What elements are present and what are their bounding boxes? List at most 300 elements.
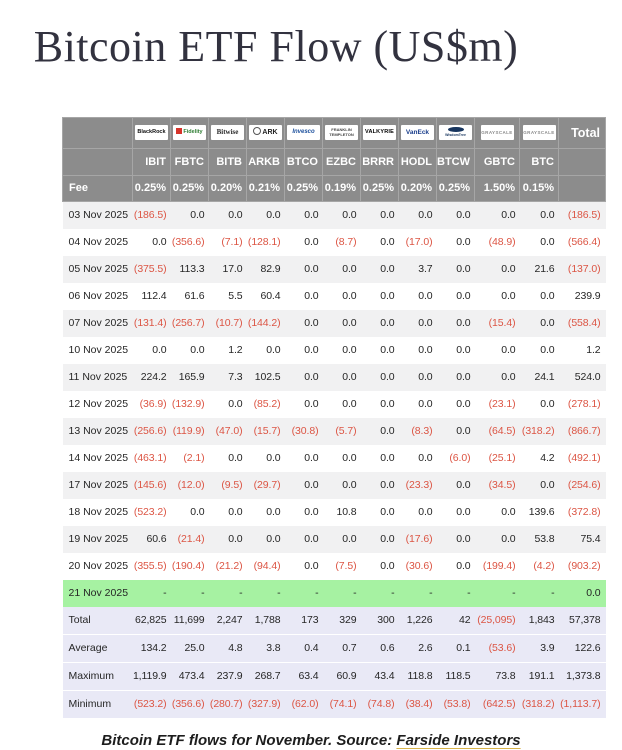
date-cell: 04 Nov 2025 bbox=[63, 229, 133, 256]
flow-cell: (8.3) bbox=[399, 418, 437, 445]
flow-cell: 0.0 bbox=[437, 364, 475, 391]
flow-cell: (199.4) bbox=[475, 553, 520, 580]
flow-cell: (318.2) bbox=[520, 418, 559, 445]
row-total-cell: 1.2 bbox=[559, 337, 606, 364]
flow-cell: (48.9) bbox=[475, 229, 520, 256]
flow-cell: 0.0 bbox=[437, 418, 475, 445]
flow-cell: 60.6 bbox=[133, 526, 171, 553]
flow-cell: - bbox=[437, 580, 475, 607]
flow-cell: (463.1) bbox=[133, 445, 171, 472]
flow-cell: 10.8 bbox=[323, 499, 361, 526]
summary-cell: 25.0 bbox=[171, 634, 209, 662]
flow-cell: 0.0 bbox=[361, 472, 399, 499]
flow-cell: 7.3 bbox=[209, 364, 247, 391]
flow-cell: - bbox=[285, 580, 323, 607]
corner-cell bbox=[63, 117, 133, 148]
flow-cell: 0.0 bbox=[399, 283, 437, 310]
flow-cell: (17.0) bbox=[399, 229, 437, 256]
flow-cell: 0.0 bbox=[475, 283, 520, 310]
provider-cell bbox=[285, 117, 323, 148]
ticker-cell: BTC bbox=[520, 148, 559, 175]
summary-cell: 0.1 bbox=[437, 634, 475, 662]
summary-cell: (74.8) bbox=[361, 690, 399, 718]
flow-cell: 0.0 bbox=[323, 201, 361, 229]
flow-cell: 102.5 bbox=[247, 364, 285, 391]
flow-cell: 0.0 bbox=[361, 499, 399, 526]
provider-cell bbox=[247, 117, 285, 148]
flow-row bbox=[63, 553, 606, 580]
flow-cell: - bbox=[209, 580, 247, 607]
summary-cell: 118.5 bbox=[437, 662, 475, 690]
flow-cell: 0.0 bbox=[399, 310, 437, 337]
flow-row bbox=[63, 580, 606, 607]
flow-cell: 0.0 bbox=[361, 229, 399, 256]
flow-cell: 61.6 bbox=[171, 283, 209, 310]
flow-cell: 0.0 bbox=[323, 391, 361, 418]
flow-row bbox=[63, 310, 606, 337]
flow-cell: 0.0 bbox=[323, 472, 361, 499]
summary-cell: 3.9 bbox=[520, 634, 559, 662]
page-title: Bitcoin ETF Flow (US$m) bbox=[33, 22, 519, 71]
summary-cell: 329 bbox=[323, 607, 361, 635]
summary-cell: (356.6) bbox=[171, 690, 209, 718]
flow-cell: 0.0 bbox=[437, 472, 475, 499]
summary-total-cell: 1,373.8 bbox=[559, 662, 606, 690]
row-total-cell: (558.4) bbox=[559, 310, 606, 337]
ticker-corner-cell bbox=[63, 148, 133, 175]
flow-cell: (2.1) bbox=[171, 445, 209, 472]
summary-cell: (642.5) bbox=[475, 690, 520, 718]
fee-cell: 0.20% bbox=[209, 175, 247, 201]
summary-cell: 0.6 bbox=[361, 634, 399, 662]
ticker-cell: ARKB bbox=[247, 148, 285, 175]
flow-cell: (256.6) bbox=[133, 418, 171, 445]
flow-cell: 0.0 bbox=[247, 445, 285, 472]
fee-total-cell bbox=[559, 175, 606, 201]
flow-cell: - bbox=[475, 580, 520, 607]
flow-cell: (128.1) bbox=[247, 229, 285, 256]
flow-cell: 0.0 bbox=[209, 391, 247, 418]
flow-cell: 0.0 bbox=[361, 364, 399, 391]
row-total-cell: (254.6) bbox=[559, 472, 606, 499]
row-total-cell: (278.1) bbox=[559, 391, 606, 418]
flow-cell: 60.4 bbox=[247, 283, 285, 310]
flow-cell: 0.0 bbox=[475, 337, 520, 364]
flow-cell: (30.6) bbox=[399, 553, 437, 580]
flow-cell: (145.6) bbox=[133, 472, 171, 499]
flow-cell: (25.1) bbox=[475, 445, 520, 472]
summary-cell: 0.4 bbox=[285, 634, 323, 662]
bitwise-logo: Bitwise bbox=[211, 125, 244, 140]
ark-logo: ARK bbox=[249, 125, 282, 140]
summary-cell: 118.8 bbox=[399, 662, 437, 690]
ticker-cell: IBIT bbox=[133, 148, 171, 175]
flow-cell: 0.0 bbox=[361, 337, 399, 364]
summary-cell: (318.2) bbox=[520, 690, 559, 718]
table-summary bbox=[63, 607, 606, 719]
flow-cell: 0.0 bbox=[437, 283, 475, 310]
flow-cell: 0.0 bbox=[399, 364, 437, 391]
summary-row bbox=[63, 662, 606, 690]
fee-cell: 0.25% bbox=[437, 175, 475, 201]
summary-label-cell: Total bbox=[63, 607, 133, 635]
summary-cell: 11,699 bbox=[171, 607, 209, 635]
flow-cell: 0.0 bbox=[209, 526, 247, 553]
summary-cell: 73.8 bbox=[475, 662, 520, 690]
summary-cell: 237.9 bbox=[209, 662, 247, 690]
flow-cell: 0.0 bbox=[437, 201, 475, 229]
flow-cell: 0.0 bbox=[171, 201, 209, 229]
flow-cell: 0.0 bbox=[437, 256, 475, 283]
summary-cell: 43.4 bbox=[361, 662, 399, 690]
grayscale2-logo: GRAYSCALE bbox=[523, 125, 556, 140]
summary-cell: 134.2 bbox=[133, 634, 171, 662]
ticker-cell: HODL bbox=[399, 148, 437, 175]
flow-cell: 0.0 bbox=[437, 499, 475, 526]
flow-cell: 0.0 bbox=[520, 310, 559, 337]
flow-cell: 0.0 bbox=[361, 391, 399, 418]
summary-label-cell: Average bbox=[63, 634, 133, 662]
caption-text: Bitcoin ETF flows for November. Source: bbox=[101, 731, 397, 749]
flow-cell: (15.4) bbox=[475, 310, 520, 337]
flow-cell: (356.6) bbox=[171, 229, 209, 256]
flow-cell: 0.0 bbox=[437, 229, 475, 256]
etf-flow-table-wrap bbox=[62, 117, 605, 719]
summary-cell: 191.1 bbox=[520, 662, 559, 690]
flow-cell: (131.4) bbox=[133, 310, 171, 337]
table-body bbox=[63, 201, 606, 607]
source-link[interactable]: Farside Investors bbox=[396, 731, 521, 749]
flow-cell: 0.0 bbox=[361, 283, 399, 310]
flow-cell: 0.0 bbox=[285, 526, 323, 553]
blackrock-logo: BlackRock bbox=[135, 125, 168, 140]
table-header bbox=[63, 117, 606, 201]
flow-cell: - bbox=[520, 580, 559, 607]
flow-cell: 3.7 bbox=[399, 256, 437, 283]
flow-cell: 224.2 bbox=[133, 364, 171, 391]
flow-cell: (34.5) bbox=[475, 472, 520, 499]
date-cell: 20 Nov 2025 bbox=[63, 553, 133, 580]
flow-cell: 0.0 bbox=[323, 310, 361, 337]
flow-cell: 0.0 bbox=[285, 553, 323, 580]
fee-cell: 0.19% bbox=[323, 175, 361, 201]
flow-cell: 0.0 bbox=[323, 445, 361, 472]
flow-cell: (7.5) bbox=[323, 553, 361, 580]
date-cell: 10 Nov 2025 bbox=[63, 337, 133, 364]
flow-cell: - bbox=[247, 580, 285, 607]
flow-cell: 0.0 bbox=[247, 499, 285, 526]
flow-cell: 0.0 bbox=[247, 337, 285, 364]
ticker-cell: BTCW bbox=[437, 148, 475, 175]
summary-cell: 1,226 bbox=[399, 607, 437, 635]
flow-cell: 0.0 bbox=[285, 364, 323, 391]
flow-cell: 0.0 bbox=[437, 553, 475, 580]
flow-cell: (23.1) bbox=[475, 391, 520, 418]
flow-cell: 0.0 bbox=[361, 526, 399, 553]
summary-cell: (53.8) bbox=[437, 690, 475, 718]
summary-cell: 2.6 bbox=[399, 634, 437, 662]
flow-cell: 53.8 bbox=[520, 526, 559, 553]
summary-cell: (25,095) bbox=[475, 607, 520, 635]
flow-row bbox=[63, 499, 606, 526]
flow-row bbox=[63, 526, 606, 553]
row-total-cell: (866.7) bbox=[559, 418, 606, 445]
flow-cell: 0.0 bbox=[285, 391, 323, 418]
flow-cell: (9.5) bbox=[209, 472, 247, 499]
flow-cell: (17.6) bbox=[399, 526, 437, 553]
provider-cell bbox=[133, 117, 171, 148]
flow-cell: 0.0 bbox=[399, 445, 437, 472]
flow-cell: (132.9) bbox=[171, 391, 209, 418]
provider-cell bbox=[209, 117, 247, 148]
date-cell: 06 Nov 2025 bbox=[63, 283, 133, 310]
flow-cell: 0.0 bbox=[171, 337, 209, 364]
row-total-cell: (566.4) bbox=[559, 229, 606, 256]
flow-cell: 0.0 bbox=[209, 445, 247, 472]
flow-cell: 0.0 bbox=[520, 283, 559, 310]
flow-cell: 0.0 bbox=[133, 229, 171, 256]
franklin-logo: FRANKLIN TEMPLETON bbox=[325, 125, 358, 140]
fee-cell: 1.50% bbox=[475, 175, 520, 201]
flow-cell: 0.0 bbox=[399, 337, 437, 364]
flow-cell: 0.0 bbox=[399, 499, 437, 526]
row-total-cell: (186.5) bbox=[559, 201, 606, 229]
flow-cell: 0.0 bbox=[323, 256, 361, 283]
fee-cell: 0.20% bbox=[399, 175, 437, 201]
date-cell: 13 Nov 2025 bbox=[63, 418, 133, 445]
row-total-cell: (492.1) bbox=[559, 445, 606, 472]
summary-cell: 62,825 bbox=[133, 607, 171, 635]
flow-cell: 0.0 bbox=[520, 229, 559, 256]
row-total-cell: (903.2) bbox=[559, 553, 606, 580]
ticker-cell: GBTC bbox=[475, 148, 520, 175]
flow-cell: (144.2) bbox=[247, 310, 285, 337]
summary-cell: 473.4 bbox=[171, 662, 209, 690]
valkyrie-logo: VALKYRIE bbox=[363, 125, 396, 140]
summary-label-cell: Minimum bbox=[63, 690, 133, 718]
fee-cell: 0.15% bbox=[520, 175, 559, 201]
flow-cell: 0.0 bbox=[475, 526, 520, 553]
fee-cell: 0.25% bbox=[361, 175, 399, 201]
date-cell: 17 Nov 2025 bbox=[63, 472, 133, 499]
summary-cell: (523.2) bbox=[133, 690, 171, 718]
flow-cell: 0.0 bbox=[323, 337, 361, 364]
provider-cell bbox=[520, 117, 559, 148]
flow-cell: (29.7) bbox=[247, 472, 285, 499]
summary-label-cell: Maximum bbox=[63, 662, 133, 690]
summary-cell: 173 bbox=[285, 607, 323, 635]
summary-cell: (62.0) bbox=[285, 690, 323, 718]
flow-cell: (5.7) bbox=[323, 418, 361, 445]
vaneck-logo: VanEck bbox=[401, 125, 434, 140]
row-total-cell: 0.0 bbox=[559, 580, 606, 607]
date-cell: 12 Nov 2025 bbox=[63, 391, 133, 418]
etf-flow-table bbox=[62, 117, 606, 719]
date-cell: 19 Nov 2025 bbox=[63, 526, 133, 553]
flow-cell: 0.0 bbox=[323, 364, 361, 391]
fee-cell: 0.25% bbox=[133, 175, 171, 201]
flow-row bbox=[63, 364, 606, 391]
flow-cell: (23.3) bbox=[399, 472, 437, 499]
flow-cell: 139.6 bbox=[520, 499, 559, 526]
fee-row bbox=[63, 175, 606, 201]
flow-cell: 113.3 bbox=[171, 256, 209, 283]
ticker-cell: FBTC bbox=[171, 148, 209, 175]
flow-cell: (523.2) bbox=[133, 499, 171, 526]
summary-cell: 1,788 bbox=[247, 607, 285, 635]
flow-cell: (15.7) bbox=[247, 418, 285, 445]
summary-cell: (280.7) bbox=[209, 690, 247, 718]
flow-cell: 0.0 bbox=[323, 526, 361, 553]
summary-row bbox=[63, 607, 606, 635]
flow-cell: 0.0 bbox=[520, 391, 559, 418]
summary-total-cell: (1,113.7) bbox=[559, 690, 606, 718]
flow-cell: (256.7) bbox=[171, 310, 209, 337]
flow-cell: 0.0 bbox=[475, 499, 520, 526]
flow-row bbox=[63, 418, 606, 445]
ticker-cell: BTCO bbox=[285, 148, 323, 175]
date-cell: 07 Nov 2025 bbox=[63, 310, 133, 337]
row-total-cell: 75.4 bbox=[559, 526, 606, 553]
fidelity-logo: Fidelity bbox=[173, 125, 206, 140]
flow-cell: 4.2 bbox=[520, 445, 559, 472]
flow-cell: 0.0 bbox=[171, 499, 209, 526]
flow-cell: 0.0 bbox=[361, 553, 399, 580]
provider-cell bbox=[475, 117, 520, 148]
flow-cell: 0.0 bbox=[285, 445, 323, 472]
summary-cell: (327.9) bbox=[247, 690, 285, 718]
flow-cell: (7.1) bbox=[209, 229, 247, 256]
caption bbox=[0, 732, 622, 749]
flow-cell: 0.0 bbox=[437, 337, 475, 364]
flow-cell: 0.0 bbox=[209, 499, 247, 526]
flow-cell: - bbox=[171, 580, 209, 607]
fee-cell: 0.25% bbox=[171, 175, 209, 201]
flow-cell: 5.5 bbox=[209, 283, 247, 310]
flow-cell: - bbox=[133, 580, 171, 607]
flow-cell: 0.0 bbox=[520, 472, 559, 499]
flow-cell: (21.2) bbox=[209, 553, 247, 580]
flow-cell: 0.0 bbox=[361, 256, 399, 283]
flow-cell: 0.0 bbox=[399, 391, 437, 418]
fee-label-cell: Fee bbox=[63, 175, 133, 201]
summary-total-cell: 122.6 bbox=[559, 634, 606, 662]
summary-total-cell: 57,378 bbox=[559, 607, 606, 635]
flow-cell: 0.0 bbox=[247, 526, 285, 553]
flow-cell: 0.0 bbox=[437, 310, 475, 337]
flow-cell: (355.5) bbox=[133, 553, 171, 580]
provider-cell bbox=[171, 117, 209, 148]
flow-row bbox=[63, 201, 606, 229]
total-header-cell: Total bbox=[559, 117, 606, 148]
flow-cell: (10.7) bbox=[209, 310, 247, 337]
flow-cell: (8.7) bbox=[323, 229, 361, 256]
flow-row bbox=[63, 256, 606, 283]
flow-cell: (47.0) bbox=[209, 418, 247, 445]
flow-cell: 82.9 bbox=[247, 256, 285, 283]
fee-cell: 0.25% bbox=[285, 175, 323, 201]
ticker-cell: EZBC bbox=[323, 148, 361, 175]
summary-cell: 1,843 bbox=[520, 607, 559, 635]
flow-cell: 0.0 bbox=[285, 499, 323, 526]
flow-cell: (186.5) bbox=[133, 201, 171, 229]
summary-cell: 268.7 bbox=[247, 662, 285, 690]
summary-cell: 2,247 bbox=[209, 607, 247, 635]
ticker-total-cell bbox=[559, 148, 606, 175]
flow-cell: 165.9 bbox=[171, 364, 209, 391]
flow-cell: 112.4 bbox=[133, 283, 171, 310]
flow-cell: 24.1 bbox=[520, 364, 559, 391]
invesco-logo: Invesco bbox=[287, 125, 320, 140]
summary-cell: 63.4 bbox=[285, 662, 323, 690]
flow-cell: (94.4) bbox=[247, 553, 285, 580]
fee-cell: 0.21% bbox=[247, 175, 285, 201]
date-cell: 14 Nov 2025 bbox=[63, 445, 133, 472]
provider-cell bbox=[323, 117, 361, 148]
flow-cell: 0.0 bbox=[285, 310, 323, 337]
flow-cell: 0.0 bbox=[437, 526, 475, 553]
date-cell: 18 Nov 2025 bbox=[63, 499, 133, 526]
flow-cell: 0.0 bbox=[285, 283, 323, 310]
flow-cell: (30.8) bbox=[285, 418, 323, 445]
summary-row bbox=[63, 634, 606, 662]
summary-cell: 3.8 bbox=[247, 634, 285, 662]
flow-cell: 0.0 bbox=[437, 391, 475, 418]
date-cell: 21 Nov 2025 bbox=[63, 580, 133, 607]
flow-cell: 17.0 bbox=[209, 256, 247, 283]
flow-row bbox=[63, 229, 606, 256]
flow-cell: 0.0 bbox=[285, 472, 323, 499]
row-total-cell: 239.9 bbox=[559, 283, 606, 310]
flow-cell: 0.0 bbox=[285, 229, 323, 256]
summary-cell: 60.9 bbox=[323, 662, 361, 690]
flow-cell: - bbox=[361, 580, 399, 607]
summary-cell: 300 bbox=[361, 607, 399, 635]
flow-cell: 0.0 bbox=[133, 337, 171, 364]
date-cell: 11 Nov 2025 bbox=[63, 364, 133, 391]
flow-cell: 0.0 bbox=[285, 337, 323, 364]
provider-cell bbox=[361, 117, 399, 148]
flow-cell: (375.5) bbox=[133, 256, 171, 283]
provider-cell bbox=[437, 117, 475, 148]
flow-cell: 0.0 bbox=[361, 418, 399, 445]
flow-cell: - bbox=[399, 580, 437, 607]
flow-cell: 0.0 bbox=[247, 201, 285, 229]
flow-cell: 0.0 bbox=[475, 364, 520, 391]
flow-cell: 1.2 bbox=[209, 337, 247, 364]
flow-cell: (21.4) bbox=[171, 526, 209, 553]
date-cell: 03 Nov 2025 bbox=[63, 201, 133, 229]
flow-row bbox=[63, 445, 606, 472]
wisdomtree-logo: WisdomTree bbox=[439, 125, 472, 140]
flow-cell: 0.0 bbox=[399, 201, 437, 229]
flow-cell: (6.0) bbox=[437, 445, 475, 472]
summary-cell: 4.8 bbox=[209, 634, 247, 662]
flow-cell: 0.0 bbox=[361, 445, 399, 472]
flow-cell: (36.9) bbox=[133, 391, 171, 418]
summary-cell: (38.4) bbox=[399, 690, 437, 718]
summary-cell: (53.6) bbox=[475, 634, 520, 662]
flow-cell: (85.2) bbox=[247, 391, 285, 418]
flow-row bbox=[63, 337, 606, 364]
row-total-cell: (137.0) bbox=[559, 256, 606, 283]
flow-cell: 0.0 bbox=[475, 201, 520, 229]
flow-cell: 0.0 bbox=[285, 256, 323, 283]
flow-cell: 21.6 bbox=[520, 256, 559, 283]
flow-row bbox=[63, 283, 606, 310]
row-total-cell: (372.8) bbox=[559, 499, 606, 526]
flow-cell: (119.9) bbox=[171, 418, 209, 445]
